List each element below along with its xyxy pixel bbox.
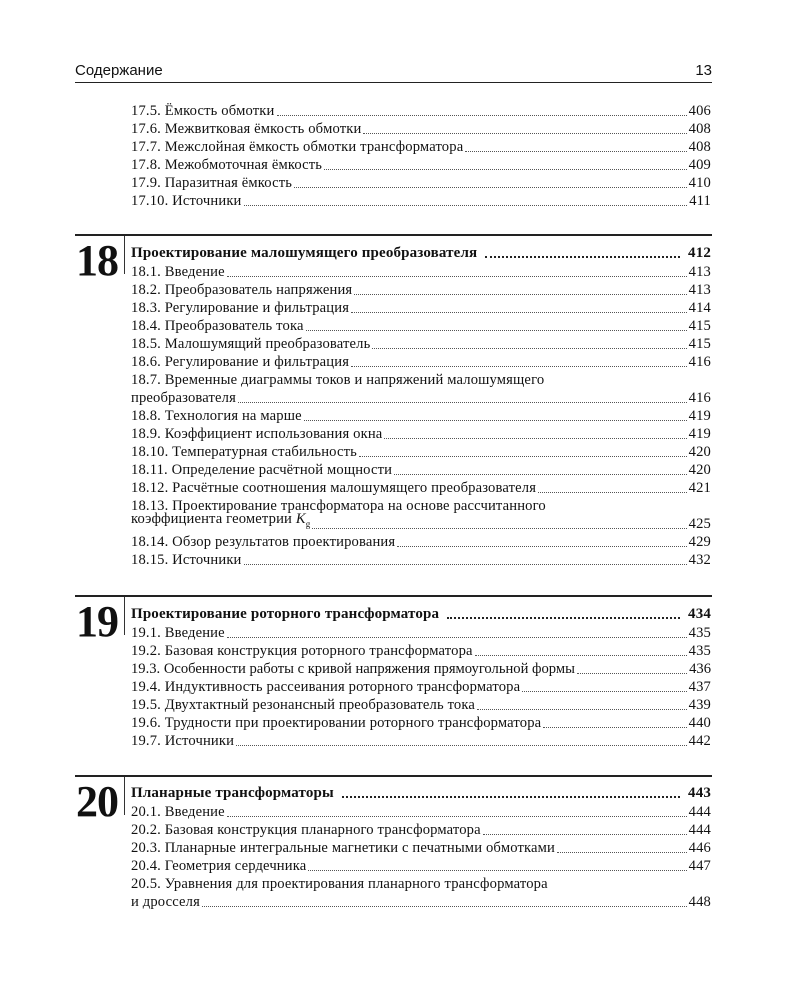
toc-entry[interactable]: 17.7. Межслойная ёмкость обмотки трансформатора 408 bbox=[131, 139, 711, 155]
chapter-rule bbox=[75, 234, 712, 236]
chapter-number: 19 bbox=[76, 597, 118, 646]
toc-entry[interactable]: 17.6. Межвитковая ёмкость обмотки 408 bbox=[131, 121, 711, 137]
toc-entry[interactable]: 19.4. Индуктивность рассеивания роторного трансформатора 437 bbox=[131, 679, 711, 695]
toc-entry[interactable]: и дросселя 448 bbox=[131, 894, 711, 910]
dot-leader bbox=[227, 816, 687, 817]
dot-leader bbox=[363, 133, 686, 134]
dot-leader bbox=[483, 834, 687, 835]
toc-entry[interactable]: 20.2. Базовая конструкция планарного трансформатора 444 bbox=[131, 822, 711, 838]
dot-leader bbox=[359, 456, 687, 457]
toc-entry[interactable]: 17.8. Межобмоточная ёмкость 409 bbox=[131, 157, 711, 173]
chapter-rule bbox=[75, 775, 712, 777]
toc-entry[interactable]: 18.10. Температурная стабильность 420 bbox=[131, 444, 711, 460]
dot-leader bbox=[372, 348, 686, 349]
dot-leader bbox=[543, 727, 686, 728]
dot-leader bbox=[384, 438, 686, 439]
toc-entry[interactable]: 18.5. Малошумящий преобразователь 415 bbox=[131, 336, 711, 352]
toc-entry[interactable]: 18.4. Преобразователь тока 415 bbox=[131, 318, 711, 334]
chapter-number: 18 bbox=[76, 236, 118, 285]
toc-entry[interactable]: 18.11. Определение расчётной мощности 420 bbox=[131, 462, 711, 478]
dot-leader bbox=[306, 330, 687, 331]
header-page-number: 13 bbox=[695, 62, 712, 79]
dot-leader bbox=[244, 564, 687, 565]
dot-leader bbox=[522, 691, 686, 692]
toc-entry-line1[interactable]: 18.7. Временные диаграммы токов и напряжений малошумящего bbox=[131, 372, 545, 388]
chapter-title-entry[interactable]: Планарные трансформаторы 443 bbox=[131, 785, 711, 801]
toc-entry[interactable]: 18.15. Источники 432 bbox=[131, 552, 711, 568]
dot-leader bbox=[202, 906, 687, 907]
toc-entry[interactable]: преобразователя 416 bbox=[131, 390, 711, 406]
dot-leader bbox=[227, 276, 687, 277]
chapter-rule bbox=[75, 595, 712, 597]
header-title: Содержание bbox=[75, 62, 163, 79]
toc-entry-line1[interactable]: 20.5. Уравнения для проектирования планарного трансформатора bbox=[131, 876, 548, 892]
chapter-title-entry[interactable]: Проектирование малошумящего преобразователя 412 bbox=[131, 245, 711, 261]
toc-entry[interactable]: 18.6. Регулирование и фильтрация 416 bbox=[131, 354, 711, 370]
toc-entry[interactable]: 19.6. Трудности при проектировании роторного трансформатора 440 bbox=[131, 715, 711, 731]
toc-entry[interactable]: 19.7. Источники 442 bbox=[131, 733, 711, 749]
toc-entry[interactable]: 17.9. Паразитная ёмкость 410 bbox=[131, 175, 711, 191]
toc-entry[interactable]: 18.12. Расчётные соотношения малошумящего преобразователя 421 bbox=[131, 480, 711, 496]
toc-entry-line1[interactable]: 18.13. Проектирование трансформатора на основе рассчитанного bbox=[131, 498, 546, 514]
toc-entry[interactable]: 17.5. Ёмкость обмотки 406 bbox=[131, 103, 711, 119]
toc-entry[interactable]: 18.14. Обзор результатов проектирования 429 bbox=[131, 534, 711, 550]
dot-leader bbox=[477, 709, 687, 710]
toc-entry[interactable]: 18.2. Преобразователь напряжения 413 bbox=[131, 282, 711, 298]
dot-leader bbox=[351, 366, 687, 367]
geometry-subscript: g bbox=[305, 519, 311, 529]
toc-entry[interactable]: 20.4. Геометрия сердечника 447 bbox=[131, 858, 711, 874]
dot-leader bbox=[324, 169, 687, 170]
dot-leader bbox=[227, 637, 687, 638]
dot-leader bbox=[475, 655, 687, 656]
dot-leader bbox=[538, 492, 687, 493]
toc-entry[interactable]: 20.3. Планарные интегральные магнетики с печатными обмотками 446 bbox=[131, 840, 711, 856]
toc-entry[interactable]: коэффициента геометрии $K_g$ 425 bbox=[131, 511, 711, 532]
toc-entry[interactable]: 19.2. Базовая конструкция роторного трансформатора 435 bbox=[131, 643, 711, 659]
dot-leader bbox=[312, 528, 686, 529]
dot-leader bbox=[485, 256, 680, 258]
dot-leader bbox=[447, 617, 680, 619]
chapter-divider bbox=[124, 236, 125, 274]
geometry-symbol: K bbox=[295, 511, 306, 528]
chapter-divider bbox=[124, 597, 125, 635]
chapter-number: 20 bbox=[76, 777, 118, 826]
toc-entry[interactable]: 17.10. Источники 411 bbox=[131, 193, 711, 209]
dot-leader bbox=[394, 474, 687, 475]
dot-leader bbox=[277, 115, 687, 116]
dot-leader bbox=[244, 205, 688, 206]
dot-leader bbox=[294, 187, 687, 188]
toc-entry[interactable]: 19.5. Двухтактный резонансный преобразователь тока 439 bbox=[131, 697, 711, 713]
dot-leader bbox=[304, 420, 687, 421]
dot-leader bbox=[397, 546, 686, 547]
toc-entry[interactable]: 18.1. Введение 413 bbox=[131, 264, 711, 280]
toc-entry[interactable]: 18.8. Технология на марше 419 bbox=[131, 408, 711, 424]
toc-entry[interactable]: 19.1. Введение 435 bbox=[131, 625, 711, 641]
dot-leader bbox=[465, 151, 686, 152]
dot-leader bbox=[238, 402, 687, 403]
dot-leader bbox=[351, 312, 687, 313]
dot-leader bbox=[308, 870, 686, 871]
toc-entry[interactable]: 18.9. Коэффициент использования окна 419 bbox=[131, 426, 711, 442]
toc-entry[interactable]: 20.1. Введение 444 bbox=[131, 804, 711, 820]
dot-leader bbox=[236, 745, 687, 746]
running-header bbox=[75, 62, 712, 83]
dot-leader bbox=[557, 852, 687, 853]
toc-entry[interactable]: 19.3. Особенности работы с кривой напряжения прямоугольной формы 436 bbox=[131, 661, 711, 677]
dot-leader bbox=[354, 294, 686, 295]
dot-leader bbox=[577, 673, 687, 674]
chapter-divider bbox=[124, 777, 125, 815]
toc-entry[interactable]: 18.3. Регулирование и фильтрация 414 bbox=[131, 300, 711, 316]
dot-leader bbox=[342, 796, 680, 798]
chapter-title-entry[interactable]: Проектирование роторного трансформатора 434 bbox=[131, 606, 711, 622]
